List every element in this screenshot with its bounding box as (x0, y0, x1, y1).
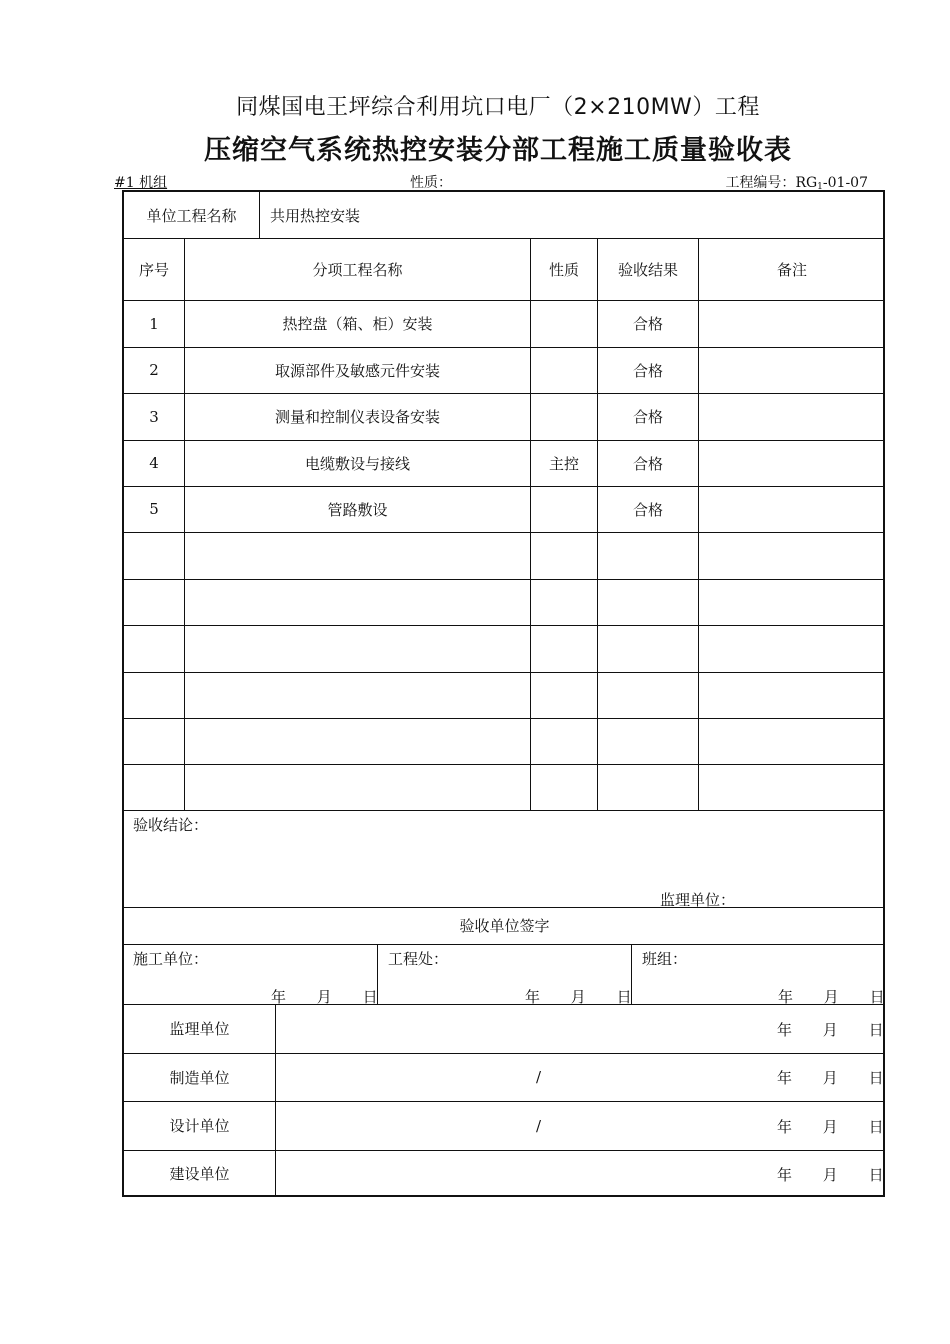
unit-project-value: 共用热控安装 (270, 206, 361, 225)
date-year: 年 (777, 1069, 793, 1087)
row-no: 3 (149, 407, 159, 426)
project-number-label: 工程编号： (725, 175, 796, 191)
construction-unit-label: 施工单位： (133, 950, 209, 968)
date-month: 月 (822, 1118, 838, 1136)
date-year: 年 (525, 988, 541, 1006)
conclusion-supervisor-label: 监理单位： (660, 891, 736, 909)
team-label: 班组： (642, 950, 688, 968)
row-nature: 主控 (548, 454, 579, 473)
project-title: 同煤国电王坪综合利用坑口电厂（2×210MW）工程 (236, 95, 760, 120)
col-header-result: 验收结果 (617, 260, 678, 279)
date-year: 年 (778, 988, 794, 1006)
conclusion-label: 验收结论： (133, 816, 209, 834)
row-result: 合格 (632, 315, 663, 333)
row-result: 合格 (632, 500, 663, 519)
col-header-nature: 性质 (548, 260, 579, 279)
project-number-suffix: -01-07 (822, 175, 868, 191)
date-day: 日 (362, 988, 378, 1006)
col-header-no: 序号 (138, 260, 169, 279)
row-nature (531, 300, 597, 347)
row-nature (531, 393, 597, 440)
row-name: 管路敷设 (327, 500, 388, 519)
row-result: 合格 (632, 454, 663, 473)
date-day: 日 (868, 1118, 884, 1136)
date-day: 日 (868, 1069, 884, 1087)
row-no: 5 (149, 500, 159, 518)
date-month: 月 (823, 988, 839, 1006)
date-year: 年 (777, 1021, 793, 1039)
date-year: 年 (777, 1118, 793, 1136)
approval-date (777, 1116, 884, 1137)
date-month: 月 (316, 988, 332, 1006)
unit-label: #1 机组 (114, 175, 168, 191)
row-name: 电缆敷设与接线 (304, 454, 410, 473)
project-number-prefix: RG (795, 175, 818, 191)
row-no: 4 (149, 454, 159, 472)
approval-label: 建设单位 (169, 1165, 230, 1183)
date-month: 月 (822, 1069, 838, 1087)
approval-date (777, 1067, 884, 1088)
project-number-sub: 1 (817, 182, 823, 192)
row-result: 合格 (632, 361, 663, 380)
row-name: 热控盘（箱、柜）安装 (282, 315, 433, 333)
date-day: 日 (616, 988, 632, 1006)
form-title: 压缩空气系统热控安装分部工程施工质量验收表 (204, 135, 792, 166)
approval-date (777, 1019, 884, 1040)
approval-mark (276, 1150, 801, 1197)
approval-mark: / (535, 1116, 542, 1135)
row-nature (531, 347, 597, 393)
sign-header: 验收单位签字 (459, 917, 550, 935)
date-day: 日 (869, 988, 885, 1006)
unit-project-label: 单位工程名称 (146, 206, 237, 225)
col-header-remark: 备注 (776, 260, 807, 279)
date-month: 月 (570, 988, 586, 1006)
approval-mark (276, 1004, 801, 1053)
date-year: 年 (271, 988, 287, 1006)
approval-mark: / (535, 1068, 542, 1086)
project-number (725, 172, 868, 192)
row-no: 1 (149, 314, 159, 333)
col-header-name: 分项工程名称 (312, 260, 403, 279)
acceptance-form-table (122, 190, 885, 1197)
approval-label: 制造单位 (169, 1068, 230, 1087)
row-no: 2 (149, 361, 159, 379)
engineering-dept-label: 工程处： (388, 950, 449, 968)
row-name: 取源部件及敏感元件安装 (274, 361, 440, 380)
approval-label: 设计单位 (169, 1117, 230, 1135)
row-name: 测量和控制仪表设备安装 (274, 408, 440, 426)
approval-date (777, 1164, 884, 1185)
date-day: 日 (868, 1166, 884, 1184)
date-day: 日 (868, 1021, 884, 1039)
nature-label: 性质： (410, 175, 452, 191)
row-nature (531, 486, 597, 532)
approval-label: 监理单位 (169, 1020, 230, 1038)
row-result: 合格 (632, 408, 663, 426)
date-month: 月 (822, 1021, 838, 1039)
date-month: 月 (822, 1166, 838, 1184)
date-year: 年 (777, 1166, 793, 1184)
